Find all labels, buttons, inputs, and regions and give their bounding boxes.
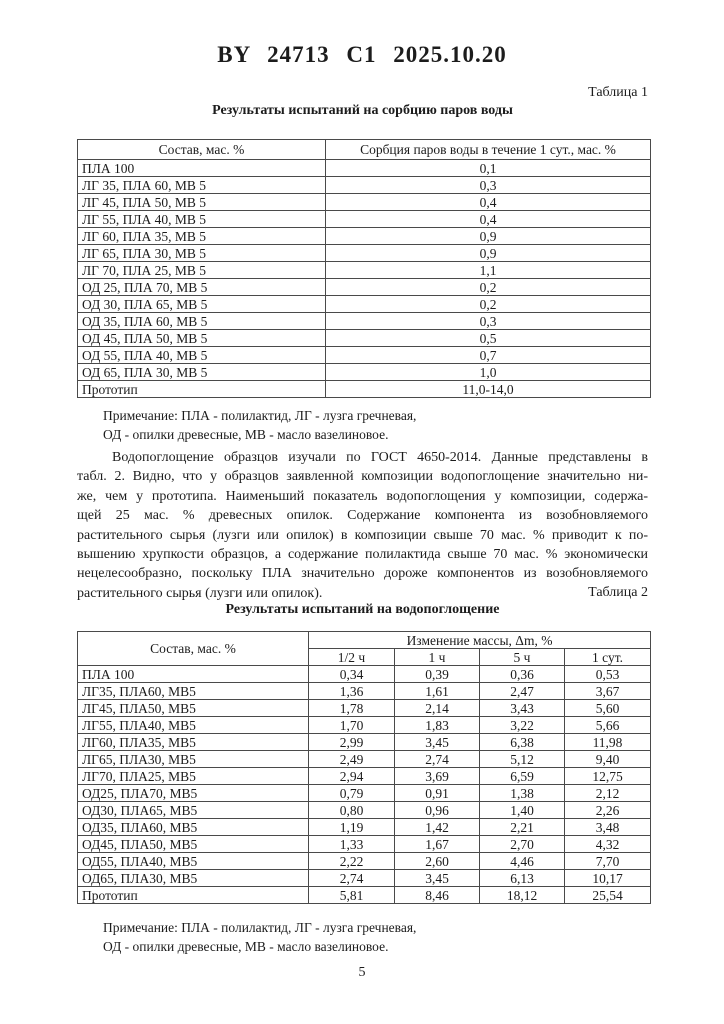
table-row [78, 853, 651, 870]
paragraph-line: Водопоглощение образцов изучали по ГОСТ 4650-2014. Данные представлены в [112, 450, 648, 465]
table2-header-row-1 [78, 632, 651, 649]
value-cell: 0,91 [395, 785, 480, 802]
value-cell: 3,67 [565, 683, 651, 700]
value-cell: 0,4 [326, 211, 651, 228]
table-row [78, 819, 651, 836]
value-cell: 1,70 [309, 717, 395, 734]
table1-col-header-composition: Состав, мас. % [78, 140, 326, 160]
composition-cell: ОД 35, ПЛА 60, МВ 5 [78, 313, 326, 330]
value-cell: 1,40 [480, 802, 565, 819]
composition-cell: ОД25, ПЛА70, МВ5 [78, 785, 309, 802]
composition-cell: ОД 30, ПЛА 65, МВ 5 [78, 296, 326, 313]
composition-cell: ОД 25, ПЛА 70, МВ 5 [78, 279, 326, 296]
value-cell: 0,7 [326, 347, 651, 364]
value-cell: 1,0 [326, 364, 651, 381]
table1-label: Таблица 1 [588, 85, 648, 100]
value-cell: 7,70 [565, 853, 651, 870]
value-cell: 2,22 [309, 853, 395, 870]
value-cell: 5,60 [565, 700, 651, 717]
note-line: ОД - опилки древесные, МВ - масло вазелиновое. [103, 427, 389, 442]
value-cell: 0,79 [309, 785, 395, 802]
paragraph-line: нецелесообразно, поскольку ПЛА значительно дороже компонентов из возобновляемого [77, 566, 648, 582]
composition-cell: ЛГ 65, ПЛА 30, МВ 5 [78, 245, 326, 262]
composition-cell: ОД35, ПЛА60, МВ5 [78, 819, 309, 836]
value-cell: 6,13 [480, 870, 565, 887]
page-number: 5 [358, 965, 366, 980]
water-absorption-table [77, 631, 651, 904]
composition-cell: ОД 65, ПЛА 30, МВ 5 [78, 364, 326, 381]
value-cell: 11,0-14,0 [326, 381, 651, 398]
composition-cell: ЛГ60, ПЛА35, МВ5 [78, 734, 309, 751]
value-cell: 8,46 [395, 887, 480, 904]
composition-cell: ОД65, ПЛА30, МВ5 [78, 870, 309, 887]
table-row [78, 313, 651, 330]
paragraph-line: растительного сырья (лузги или опилок). [77, 585, 323, 601]
value-cell: 0,1 [326, 160, 651, 177]
table-row [78, 734, 651, 751]
value-cell: 1,67 [395, 836, 480, 853]
table-row [78, 296, 651, 313]
composition-cell: ПЛА 100 [78, 666, 309, 683]
composition-cell: ЛГ 60, ПЛА 35, МВ 5 [78, 228, 326, 245]
value-cell: 2,26 [565, 802, 651, 819]
value-cell: 2,14 [395, 700, 480, 717]
value-cell: 1,83 [395, 717, 480, 734]
composition-cell: ЛГ45, ПЛА50, МВ5 [78, 700, 309, 717]
value-cell: 11,98 [565, 734, 651, 751]
value-cell: 1,19 [309, 819, 395, 836]
table-row [78, 194, 651, 211]
table-row [78, 262, 651, 279]
paragraph-line: вышению хрупкости образцов, а содержание полилактида свыше 70 мас. % экономически [77, 546, 648, 562]
composition-cell: ОД55, ПЛА40, МВ5 [78, 853, 309, 870]
value-cell: 4,46 [480, 853, 565, 870]
table2-group-header-mass-change: Изменение массы, Δm, % [309, 632, 651, 649]
value-cell: 3,45 [395, 734, 480, 751]
composition-cell: ЛГ 55, ПЛА 40, МВ 5 [78, 211, 326, 228]
value-cell: 18,12 [480, 887, 565, 904]
value-cell: 9,40 [565, 751, 651, 768]
value-cell: 6,59 [480, 768, 565, 785]
value-cell: 0,80 [309, 802, 395, 819]
value-cell: 0,53 [565, 666, 651, 683]
table-row [78, 211, 651, 228]
value-cell: 12,75 [565, 768, 651, 785]
value-cell: 2,60 [395, 853, 480, 870]
composition-cell: ОД 55, ПЛА 40, МВ 5 [78, 347, 326, 364]
composition-cell: ЛГ70, ПЛА25, МВ5 [78, 768, 309, 785]
value-cell: 0,2 [326, 279, 651, 296]
note-line: ОД - опилки древесные, МВ - масло вазелиновое. [103, 939, 389, 954]
value-cell: 2,74 [309, 870, 395, 887]
value-cell: 25,54 [565, 887, 651, 904]
value-cell: 0,3 [326, 313, 651, 330]
body-paragraph [77, 448, 648, 603]
composition-cell: ОД 45, ПЛА 50, МВ 5 [78, 330, 326, 347]
composition-cell: ЛГ 45, ПЛА 50, МВ 5 [78, 194, 326, 211]
patent-number-header: BY 24713 C1 2025.10.20 [217, 42, 507, 67]
table2-sub-header-one-day: 1 сут. [565, 649, 651, 666]
table-row [78, 160, 651, 177]
composition-cell: ОД45, ПЛА50, МВ5 [78, 836, 309, 853]
value-cell: 0,4 [326, 194, 651, 211]
composition-cell: Прототип [78, 381, 326, 398]
table-row [78, 381, 651, 398]
table2-label: Таблица 2 [588, 585, 648, 600]
value-cell: 0,36 [480, 666, 565, 683]
table2-title: Результаты испытаний на водопоглощение [225, 602, 500, 617]
sorption-results-table [77, 139, 651, 398]
value-cell: 6,38 [480, 734, 565, 751]
value-cell: 5,12 [480, 751, 565, 768]
table2-note [77, 918, 648, 956]
table-row [78, 347, 651, 364]
value-cell: 1,1 [326, 262, 651, 279]
composition-cell: ЛГ55, ПЛА40, МВ5 [78, 717, 309, 734]
value-cell: 0,5 [326, 330, 651, 347]
value-cell: 4,32 [565, 836, 651, 853]
paragraph-line: щей 25 мас. % древесных опилок. Содержание компонента из возобновляемого [77, 508, 648, 524]
value-cell: 0,2 [326, 296, 651, 313]
value-cell: 2,94 [309, 768, 395, 785]
table-row [78, 245, 651, 262]
value-cell: 2,47 [480, 683, 565, 700]
value-cell: 2,70 [480, 836, 565, 853]
table1-title: Результаты испытаний на сорбцию паров воды [212, 103, 513, 118]
table-row [78, 683, 651, 700]
table1-header-row [78, 140, 651, 160]
value-cell: 1,78 [309, 700, 395, 717]
table-row [78, 364, 651, 381]
table-row [78, 870, 651, 887]
table-row [78, 887, 651, 904]
value-cell: 3,48 [565, 819, 651, 836]
table-row [78, 177, 651, 194]
table-row [78, 751, 651, 768]
value-cell: 3,45 [395, 870, 480, 887]
paragraph-line: растительного сырья (лузги или опилок) в композиции свыше 70 мас. % приводит к по- [77, 527, 648, 543]
table-row [78, 228, 651, 245]
note-line: Примечание: ПЛА - полилактид, ЛГ - лузга гречневая, [103, 408, 417, 423]
table-row [78, 666, 651, 683]
paragraph-line: же, чем у прототипа. Наименьший показатель водопоглощения у композиции, содержа- [77, 488, 648, 504]
table2-col-header-composition: Состав, мас. % [78, 632, 309, 666]
value-cell: 0,3 [326, 177, 651, 194]
value-cell: 0,34 [309, 666, 395, 683]
composition-cell: ЛГ35, ПЛА60, МВ5 [78, 683, 309, 700]
composition-cell: ЛГ65, ПЛА30, МВ5 [78, 751, 309, 768]
note-line: Примечание: ПЛА - полилактид, ЛГ - лузга гречневая, [103, 920, 417, 935]
value-cell: 2,74 [395, 751, 480, 768]
value-cell: 2,99 [309, 734, 395, 751]
table1-note [77, 406, 648, 444]
table-row [78, 279, 651, 296]
table-row [78, 330, 651, 347]
composition-cell: ЛГ 70, ПЛА 25, МВ 5 [78, 262, 326, 279]
value-cell: 3,43 [480, 700, 565, 717]
table2-sub-header-one-hour: 1 ч [395, 649, 480, 666]
composition-cell: ОД30, ПЛА65, МВ5 [78, 802, 309, 819]
value-cell: 5,66 [565, 717, 651, 734]
composition-cell: ЛГ 35, ПЛА 60, МВ 5 [78, 177, 326, 194]
value-cell: 1,33 [309, 836, 395, 853]
value-cell: 0,9 [326, 245, 651, 262]
value-cell: 0,96 [395, 802, 480, 819]
value-cell: 1,61 [395, 683, 480, 700]
table-row [78, 836, 651, 853]
table-row [78, 802, 651, 819]
composition-cell: ПЛА 100 [78, 160, 326, 177]
value-cell: 0,9 [326, 228, 651, 245]
value-cell: 2,49 [309, 751, 395, 768]
value-cell: 3,69 [395, 768, 480, 785]
paragraph-line: табл. 2. Видно, что у образцов заявленной композиции водопоглощение значительно ни- [77, 469, 648, 485]
value-cell: 10,17 [565, 870, 651, 887]
table1-col-header-sorption: Сорбция паров воды в течение 1 сут., мас. % [326, 140, 651, 160]
value-cell: 2,21 [480, 819, 565, 836]
value-cell: 1,42 [395, 819, 480, 836]
value-cell: 1,38 [480, 785, 565, 802]
value-cell: 0,39 [395, 666, 480, 683]
table2-sub-header-half-hour: 1/2 ч [309, 649, 395, 666]
table-row [78, 700, 651, 717]
value-cell: 3,22 [480, 717, 565, 734]
value-cell: 5,81 [309, 887, 395, 904]
value-cell: 1,36 [309, 683, 395, 700]
table-row [78, 768, 651, 785]
value-cell: 2,12 [565, 785, 651, 802]
composition-cell: Прототип [78, 887, 309, 904]
table2-sub-header-five-hours: 5 ч [480, 649, 565, 666]
table-row [78, 785, 651, 802]
table-row [78, 717, 651, 734]
